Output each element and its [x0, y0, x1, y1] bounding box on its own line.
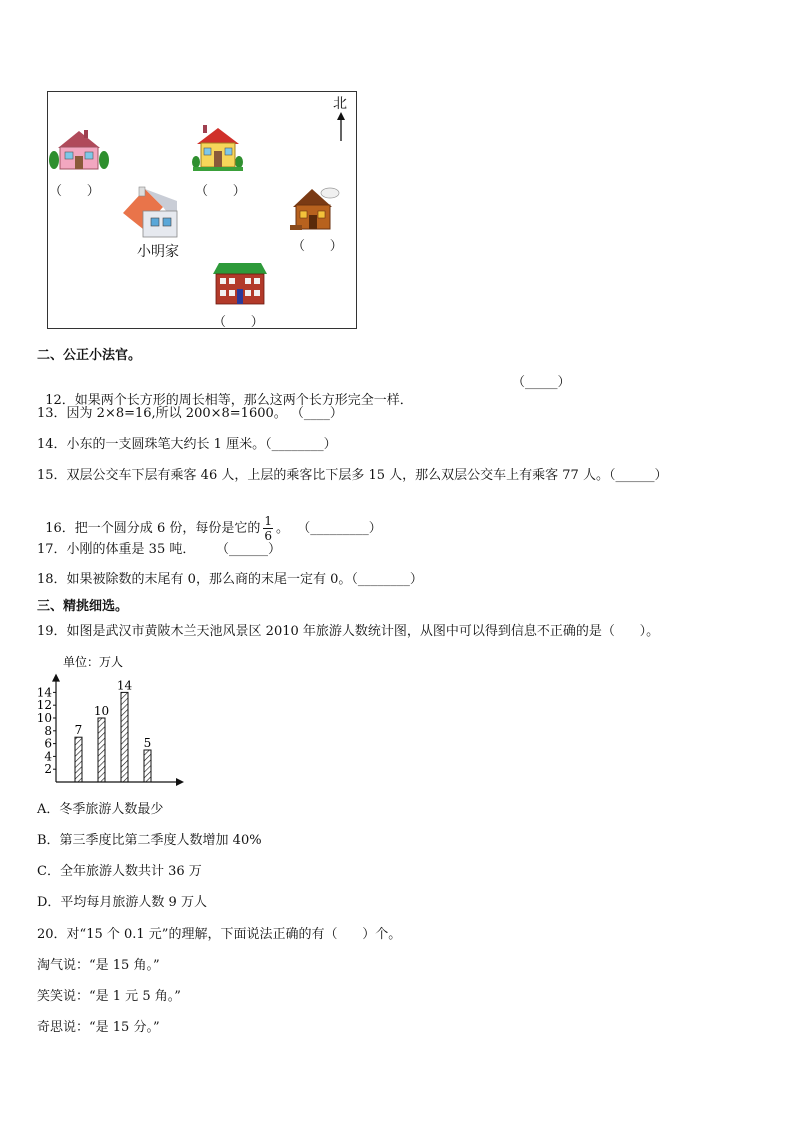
bar: [144, 750, 151, 782]
map-blank-pink-house: （ ）: [49, 184, 100, 199]
yellow-house-icon: [192, 125, 243, 171]
question-18: 18．如果被除数的末尾有 0，那么商的末尾一定有 0。（________）: [37, 572, 423, 587]
fraction-one-sixth: [263, 514, 273, 543]
x-axis-arrow: [176, 778, 184, 786]
section-2-heading: 二、公正小法官。: [37, 348, 142, 363]
option-c: C．全年旅游人数共计 36 万: [37, 864, 202, 879]
section-3-heading: 三、精挑细选。: [37, 599, 129, 614]
answer-xiaoxiao: 笑笑说：“是 1 元 5 角。”: [37, 989, 181, 1004]
bar-value-label: 10: [93, 704, 110, 718]
question-12-text: 12．如果两个长方形的周长相等，那么这两个长方形完全一样．: [45, 393, 413, 408]
question-16-text-after: 。 （_________）: [275, 521, 382, 536]
answer-qisi: 奇思说：“是 15 分。”: [37, 1020, 160, 1035]
option-a: A．冬季旅游人数最少: [37, 802, 164, 817]
question-20: 20．对“15 个 0.1 元”的理解，下面说法正确的有（ ）个。: [37, 927, 402, 942]
chart-unit-label: 单位：万人: [63, 655, 124, 669]
pink-house-icon: [49, 130, 109, 169]
y-tick-label: 14: [36, 685, 52, 700]
chart-data-labels: [75, 678, 152, 750]
question-12-blank: （_____）: [512, 375, 571, 390]
question-13: 13．因为 2×8=16,所以 200×8=1600。 （____）: [37, 406, 343, 421]
y-tick-label: 10: [36, 711, 52, 725]
question-16: [37, 496, 382, 543]
home-label: 小明家: [137, 244, 179, 260]
bar: [98, 718, 105, 782]
bar: [75, 737, 82, 782]
home-house-icon: [123, 187, 177, 237]
brown-house-icon: [290, 188, 339, 230]
y-tick-label: 4: [44, 749, 52, 764]
fraction-numerator: 1: [264, 514, 272, 528]
map-blank-yellow-house: （ ）: [195, 184, 246, 199]
chart-ticks: [37, 685, 56, 776]
y-axis-arrow: [52, 674, 60, 682]
y-tick-label: 8: [44, 723, 52, 738]
y-tick-label: 6: [44, 736, 52, 751]
school-building-icon: [213, 263, 267, 304]
question-17: 17．小刚的体重是 35 吨． （______）: [37, 542, 282, 557]
question-16-text-before: 16．把一个圆分成 6 份，每份是它的: [45, 521, 261, 536]
bar: [121, 692, 128, 782]
fraction-denominator: 6: [264, 529, 272, 543]
option-d: D．平均每月旅游人数 9 万人: [37, 895, 207, 910]
y-tick-label: 12: [36, 698, 52, 713]
question-15: 15．双层公交车下层有乘客 46 人，上层的乘客比下层多 15 人，那么双层公交车上有乘客 77 人。（______）: [37, 468, 668, 483]
north-label: 北: [333, 96, 347, 112]
option-b: B．第三季度比第二季度人数增加 40%: [37, 833, 262, 848]
bar-value-label: 7: [74, 723, 83, 738]
map-blank-brown-house: （ ）: [292, 239, 343, 254]
north-arrow-icon: [337, 112, 345, 141]
map-blank-school: （ ）: [213, 315, 264, 330]
tourist-bar-chart: [36, 648, 196, 788]
bar-value-label: 5: [143, 736, 152, 750]
question-19: 19．如图是武汉市黄陂木兰天池风景区 2010 年旅游人数统计图，从图中可以得到信息不正确的是（ ）。: [37, 624, 660, 639]
y-tick-label: 2: [44, 762, 52, 777]
answer-taoqi: 淘气说：“是 15 角。”: [37, 958, 160, 973]
chart-bars: [75, 692, 151, 782]
question-14: 14．小东的一支圆珠笔大约长 1 厘米。（________）: [37, 437, 337, 452]
map-illustrations: [47, 91, 357, 329]
bar-value-label: 14: [116, 678, 133, 693]
